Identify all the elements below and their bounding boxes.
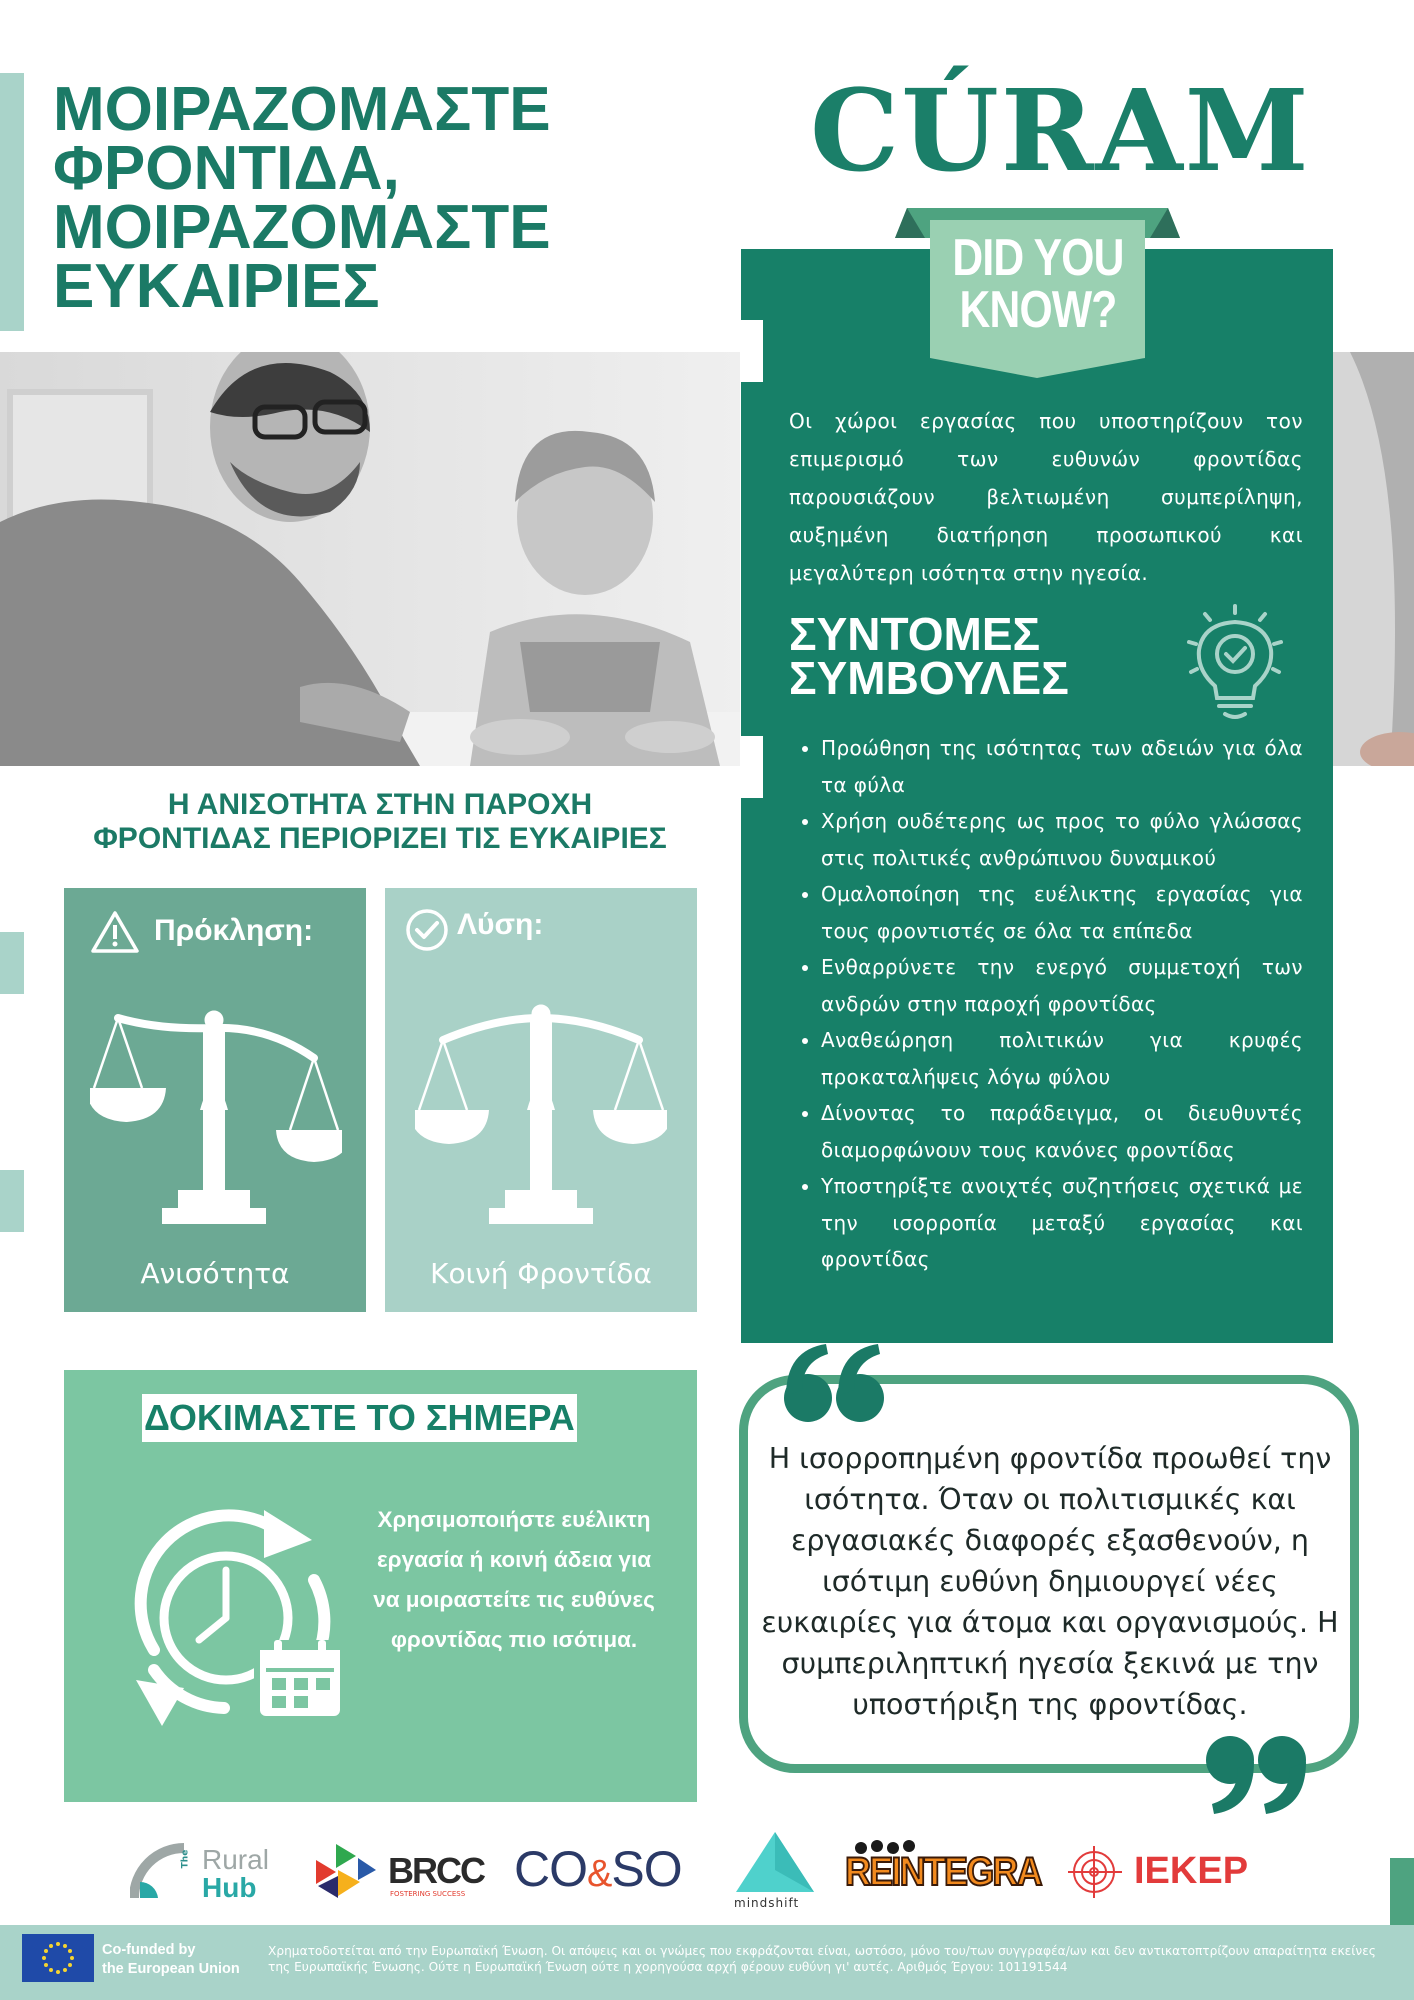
coso-s: SO (611, 1841, 682, 1897)
tip-item: • Ενθαρρύνετε την ενεργό συμμετοχή των ανδρών στην παροχή φροντίδας (821, 949, 1303, 1022)
tip-item: • Αναθεώρηση πολιτικών για κρυφές προκαταλήψεις λόγω φύλου (821, 1022, 1303, 1095)
badge-line: DID YOU (952, 229, 1124, 287)
tips-title-line: ΣΥΝΤΟΜΕΣ (789, 608, 1041, 660)
tip-item: • Υποστηρίξτε ανοιχτές συζητήσεις σχετικά με την ισορροπία μεταξύ εργασίας και φροντίδας (821, 1168, 1303, 1278)
eu-label-line: Co-funded by (102, 1942, 196, 1958)
try-today-box (64, 1370, 697, 1802)
clock-calendar-icon (114, 1500, 354, 1730)
badge-line: KNOW? (959, 281, 1117, 339)
title-line: ΜΟΙΡΑΖΟΜΑΣΤΕ (53, 75, 551, 144)
title-line: ΦΡΟΝΤΙΔΑ, (53, 134, 400, 203)
heading-line: Η ΑΝΙΣΟΤΗΤΑ ΣΤΗΝ ΠΑΡΟΧΗ (167, 788, 593, 821)
footer (0, 1925, 1414, 2000)
tips-list (789, 730, 1303, 1278)
check-circle-icon (405, 908, 449, 952)
tips-title (789, 608, 1169, 704)
iekep-logo (1068, 1844, 1288, 1900)
challenge-card (64, 888, 366, 1312)
iekep-label: IEKEP (1134, 1850, 1249, 1892)
solution-label: Λύση: (457, 908, 544, 941)
tip-item: • Προώθηση της ισότητας των αδειών για όλα τα φύλα (821, 730, 1303, 803)
panel-notch (741, 736, 763, 798)
partner-logos (0, 1830, 1414, 1910)
mindshift-logo (730, 1830, 820, 1910)
mindshift-label: mindshift (734, 1896, 800, 1910)
side-photo-fragment (1330, 352, 1414, 766)
brcc-tagline: FOSTERING SUCCESS (390, 1890, 466, 1898)
did-you-know-label (949, 229, 1128, 339)
lightbulb-check-icon (1185, 604, 1285, 724)
curam-logo: CÚRAM (810, 66, 1311, 197)
panel-notch (741, 320, 763, 382)
tips-title-line: ΣΥΜΒΟΥΛΕΣ (789, 652, 1069, 704)
eu-flag-icon (22, 1934, 94, 1982)
brcc-name: BRCC (388, 1850, 484, 1891)
rural-hub-logo (130, 1842, 290, 1902)
page-title (53, 75, 673, 321)
solution-card (385, 888, 697, 1312)
left-accent-bar (0, 73, 24, 331)
try-today-text: Χρησιμοποιήστε ευέλικτη εργασία ή κοινή άδεια για να μοιραστείτε τις ευθύνες φροντίδας πιο ισότιμα. (373, 1507, 655, 1652)
left-accent-bar-small (0, 932, 24, 994)
inequality-heading (50, 788, 710, 856)
rural-hub-line1: Rural (202, 1844, 269, 1875)
rural-hub-small: The (180, 1849, 191, 1869)
rural-hub-line2: Hub (202, 1872, 257, 1903)
tip-item: • Χρήση ουδέτερης ως προς το φύλο γλώσσας στις πολιτικές ανθρώπινου δυναμικού (821, 803, 1303, 876)
did-you-know-text: Οι χώροι εργασίας που υποστηρίζουν τον επιμερισμό των ευθυνών φροντίδας παρουσιάζουν βελτιωμένη συμπερίληψη, αυξημένη διατήρηση προσωπικού και μεγαλύτερη ισότητα στην ηγεσία. (789, 409, 1303, 585)
unbalanced-scale-icon (90, 1000, 342, 1240)
coso-c: CO (514, 1841, 587, 1897)
left-accent-bar-small (0, 1170, 24, 1232)
reintegra-label: REINTEGRA (845, 1850, 1041, 1894)
funding-disclaimer: Χρηματοδοτείται από την Ευρωπαϊκή Ένωση. Οι απόψεις και οι γνώμες που εκφράζονται είναι, ωστόσο, μόνο του/των συγγραφέα/ων και δεν αντικατοπτρίζουν απαραίτητα εκείνες της Ευρωπαϊκής Ένωσης. Ούτε η Ευρωπαϊκή Ένωση ούτε η χορηγούσα αρχή φέρουν ευθύνη γι' αυτές. Αριθμός Έργου: 101191544 (268, 1944, 1376, 1974)
tip-item: • Δίνοντας το παράδειγμα, οι διευθυντές διαμορφώνουν τους κανόνες φροντίδας (821, 1095, 1303, 1168)
try-today-title: ΔΟΚΙΜΑΣΤΕ ΤΟ ΣΗΜΕΡΑ (142, 1394, 577, 1442)
father-child-photo (0, 352, 740, 766)
eu-cofunded-label (102, 1941, 262, 1979)
open-quote-icon (780, 1340, 890, 1430)
balanced-scale-icon (415, 1000, 667, 1240)
solution-caption: Κοινή Φροντίδα (430, 1257, 652, 1290)
title-line: ΜΟΙΡΑΖΟΜΑΣΤΕ (53, 193, 551, 262)
warning-icon (90, 910, 140, 954)
challenge-caption: Ανισότητα (140, 1257, 290, 1290)
title-line: ΕΥΚΑΙΡΙΕΣ (53, 252, 380, 321)
reintegra-logo (845, 1840, 1045, 1900)
heading-line: ΦΡΟΝΤΙΔΑΣ ΠΕΡΙΟΡΙΖΕΙ ΤΙΣ ΕΥΚΑΙΡΙΕΣ (93, 822, 667, 855)
brcc-logo (316, 1840, 496, 1902)
eu-label-line: the European Union (102, 1961, 240, 1977)
coso-logo (514, 1841, 682, 1899)
close-quote-icon (1200, 1728, 1310, 1818)
challenge-label: Πρόκληση: (154, 914, 314, 947)
quote-text: Η ισορροπημένη φροντίδα προωθεί την ισότητα. Όταν οι πολιτισμικές και εργασιακές διαφορές εξασθενούν, η ισότιμη ευθύνη δημιουργεί νέες ευκαιρίες για άτομα και οργανισμούς. Η συμπεριληπτική ηγεσία ξεκινά με την υποστήριξη της φροντίδας. (761, 1442, 1339, 1721)
tip-item: • Ομαλοποίηση της ευέλικτης εργασίας για τους φροντιστές σε όλα τα επίπεδα (821, 876, 1303, 949)
coso-amp: & (587, 1853, 612, 1895)
